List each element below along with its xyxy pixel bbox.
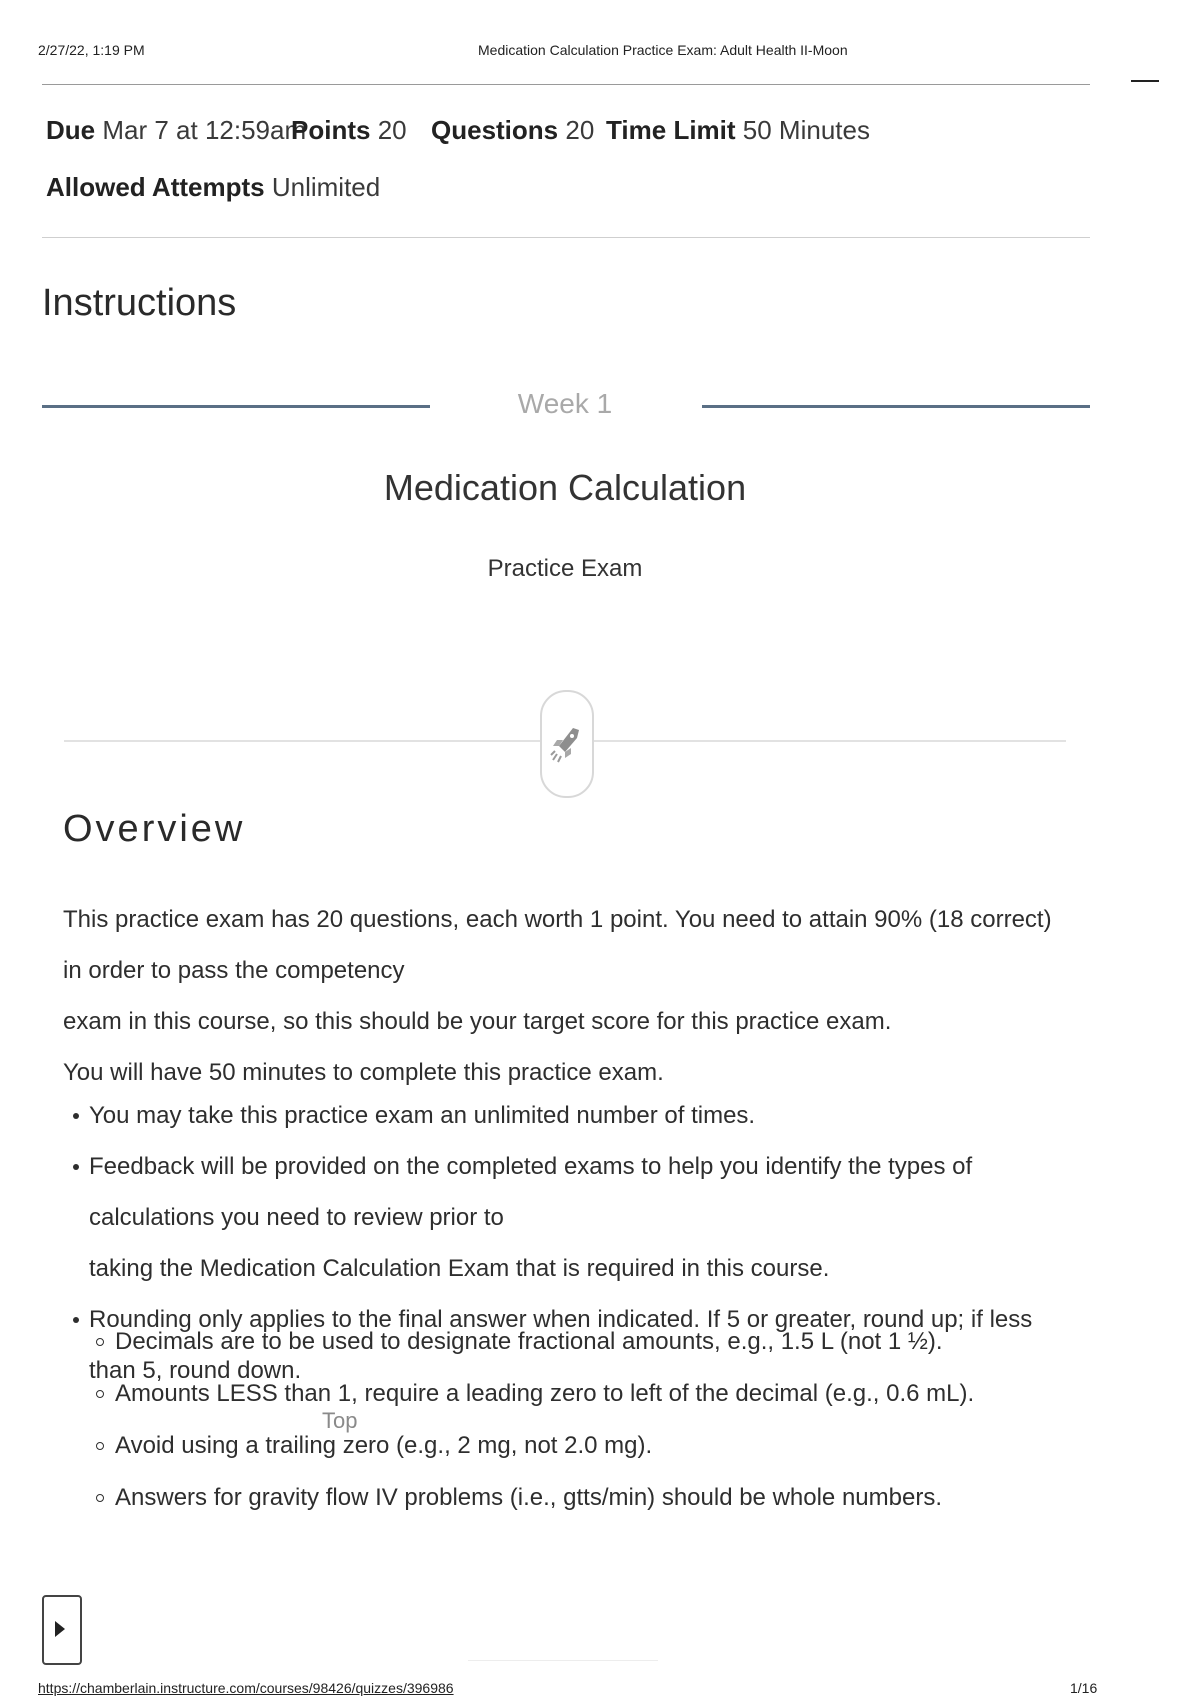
list-item: Rounding only applies to the final answer when indicated. If 5 or greater, round up; if less than 5, round down. (63, 1294, 1063, 1396)
time-note: You will have 50 minutes to complete this practice exam. (63, 1059, 664, 1086)
play-icon (55, 1621, 65, 1637)
allowed-attempts: Allowed Attempts Unlimited (46, 172, 381, 202)
overview-paragraph (63, 894, 1063, 1098)
week-label: Week 1 (517, 388, 613, 419)
points: Points 20 (291, 115, 407, 145)
list-item: Amounts LESS than 1, require a leading zero to left of the decimal (e.g., 0.6 mL). (90, 1368, 1070, 1420)
circle-bullet-icon (96, 1494, 104, 1502)
edge-dash (1131, 80, 1159, 82)
print-page-title: Medication Calculation Practice Exam: Adult Health II-Moon (478, 42, 848, 58)
questions-count: Questions 20 (431, 115, 595, 145)
content-subtitle: Practice Exam (487, 555, 643, 582)
bullet-icon (73, 1113, 79, 1119)
rocket-icon (549, 724, 585, 764)
paragraph-line: exam in this course, so this should be your target score for this practice exam. (63, 1008, 892, 1035)
list-item: Feedback will be provided on the completed exams to help you identify the types of calculations you need to review prior to (63, 1141, 1063, 1243)
list-item: Decimals are to be used to designate fractional amounts, e.g., 1.5 L (not 1 ½). (90, 1316, 1070, 1368)
time-limit: Time Limit 50 Minutes (606, 115, 870, 145)
circle-bullet-icon (96, 1338, 104, 1346)
list-item: Answers for gravity flow IV problems (i.e., gtts/min) should be whole numbers. (90, 1472, 1070, 1524)
list-item: Avoid using a trailing zero (e.g., 2 mg, not 2.0 mg). (90, 1420, 1070, 1472)
bullet-icon (73, 1164, 79, 1170)
instructions-heading: Instructions (42, 282, 237, 324)
page-url[interactable]: https://chamberlain.instructure.com/courses/98426/quizzes/396986 (38, 1680, 454, 1696)
back-to-top-link[interactable]: Top (322, 1408, 358, 1433)
list-item: You may take this practice exam an unlimited number of times. (63, 1090, 1063, 1141)
bullet-icon (73, 1317, 79, 1323)
content-title: Medication Calculation (383, 467, 747, 508)
overview-heading: Overview (63, 808, 246, 850)
print-datetime: 2/27/22, 1:19 PM (38, 42, 145, 58)
list-item-continuation: taking the Medication Calculation Exam that is required in this course. (89, 1255, 830, 1282)
header-divider (42, 84, 1090, 85)
faint-divider (468, 1660, 658, 1661)
page-number: 1/16 (1070, 1680, 1098, 1696)
circle-bullet-icon (96, 1442, 104, 1450)
due-date: Due Mar 7 at 12:59am (46, 115, 307, 145)
rounding-rules-list (90, 1316, 1070, 1524)
rocket-badge (540, 690, 594, 798)
paragraph-line: This practice exam has 20 questions, each worth 1 point. You need to attain 90% (18 correct) in order to pass the competency (63, 906, 1052, 984)
play-button[interactable] (42, 1595, 82, 1665)
circle-bullet-icon (96, 1390, 104, 1398)
meta-divider (42, 237, 1090, 238)
